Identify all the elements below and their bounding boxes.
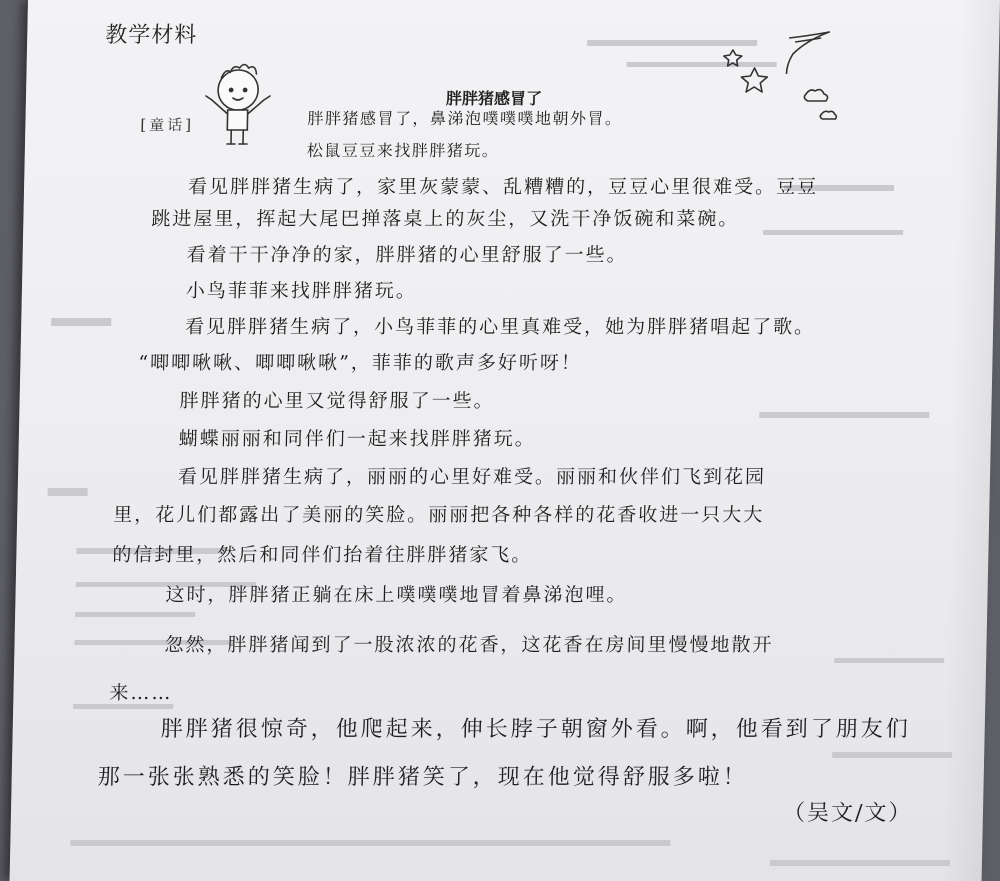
text-line: 跳进屋里，挥起大尾巴掸落桌上的灰尘，又洗干净饭碗和菜碗。 [151, 208, 740, 230]
text-line: 的信封里，然后和同伴们抬着往胖胖猪家飞。 [112, 544, 533, 566]
text-line: 蝴蝶丽丽和同伴们一起来找胖胖猪玩。 [178, 428, 537, 450]
text-line: 看见胖胖猪生病了，丽丽的心里好难受。丽丽和伙伴们飞到花园 [177, 466, 767, 488]
genre-tag: [童话] [140, 116, 195, 134]
text-line: 胖胖猪的心里又觉得舒服了一些。 [179, 390, 495, 412]
text-line: 看见胖胖猪生病了，家里灰蒙蒙、乱糟糟的，豆豆心里很难受。豆豆 [187, 176, 819, 198]
author-credit: （吴文/文） [782, 801, 913, 826]
text-line: 那一张张熟悉的笑脸！胖胖猪笑了，现在他觉得舒服多啦！ [97, 765, 748, 790]
story-title: 胖胖猪感冒了 [445, 89, 543, 108]
text-line: 来…… [109, 682, 173, 704]
text-line: 胖胖猪很惊奇，他爬起来，伸长脖子朝窗外看。啊，他看到了朋友们 [160, 717, 911, 742]
header-label: 教学材料 [104, 23, 198, 48]
text-line: 小鸟菲菲来找胖胖猪玩。 [185, 280, 418, 302]
text-line: “唧唧啾啾、唧唧啾啾”，菲菲的歌声多好听呀！ [138, 352, 583, 374]
stars-decoration [701, 28, 843, 128]
text-line: 看见胖胖猪生病了，小鸟菲菲的心里真难受，她为胖胖猪唱起了歌。 [184, 316, 816, 338]
text-line: 看着干干净净的家，胖胖猪的心里舒服了一些。 [186, 244, 628, 266]
text-line: 这时，胖胖猪正躺在床上噗噗噗地冒着鼻涕泡哩。 [165, 584, 628, 606]
text-line: 胖胖猪感冒了，鼻涕泡噗噗噗地朝外冒。 [307, 109, 623, 128]
text-line: 松鼠豆豆来找胖胖猪玩。 [306, 141, 500, 160]
text-line: 忽然，胖胖猪闻到了一股浓浓的花香，这花香在房间里慢慢地散开 [164, 634, 774, 656]
textbook-page [10, 0, 1000, 881]
cartoon-boy-illustration [183, 60, 295, 152]
text-line: 里，花儿们都露出了美丽的笑脸。丽丽把各种各样的花香收进一只大大 [112, 504, 765, 526]
